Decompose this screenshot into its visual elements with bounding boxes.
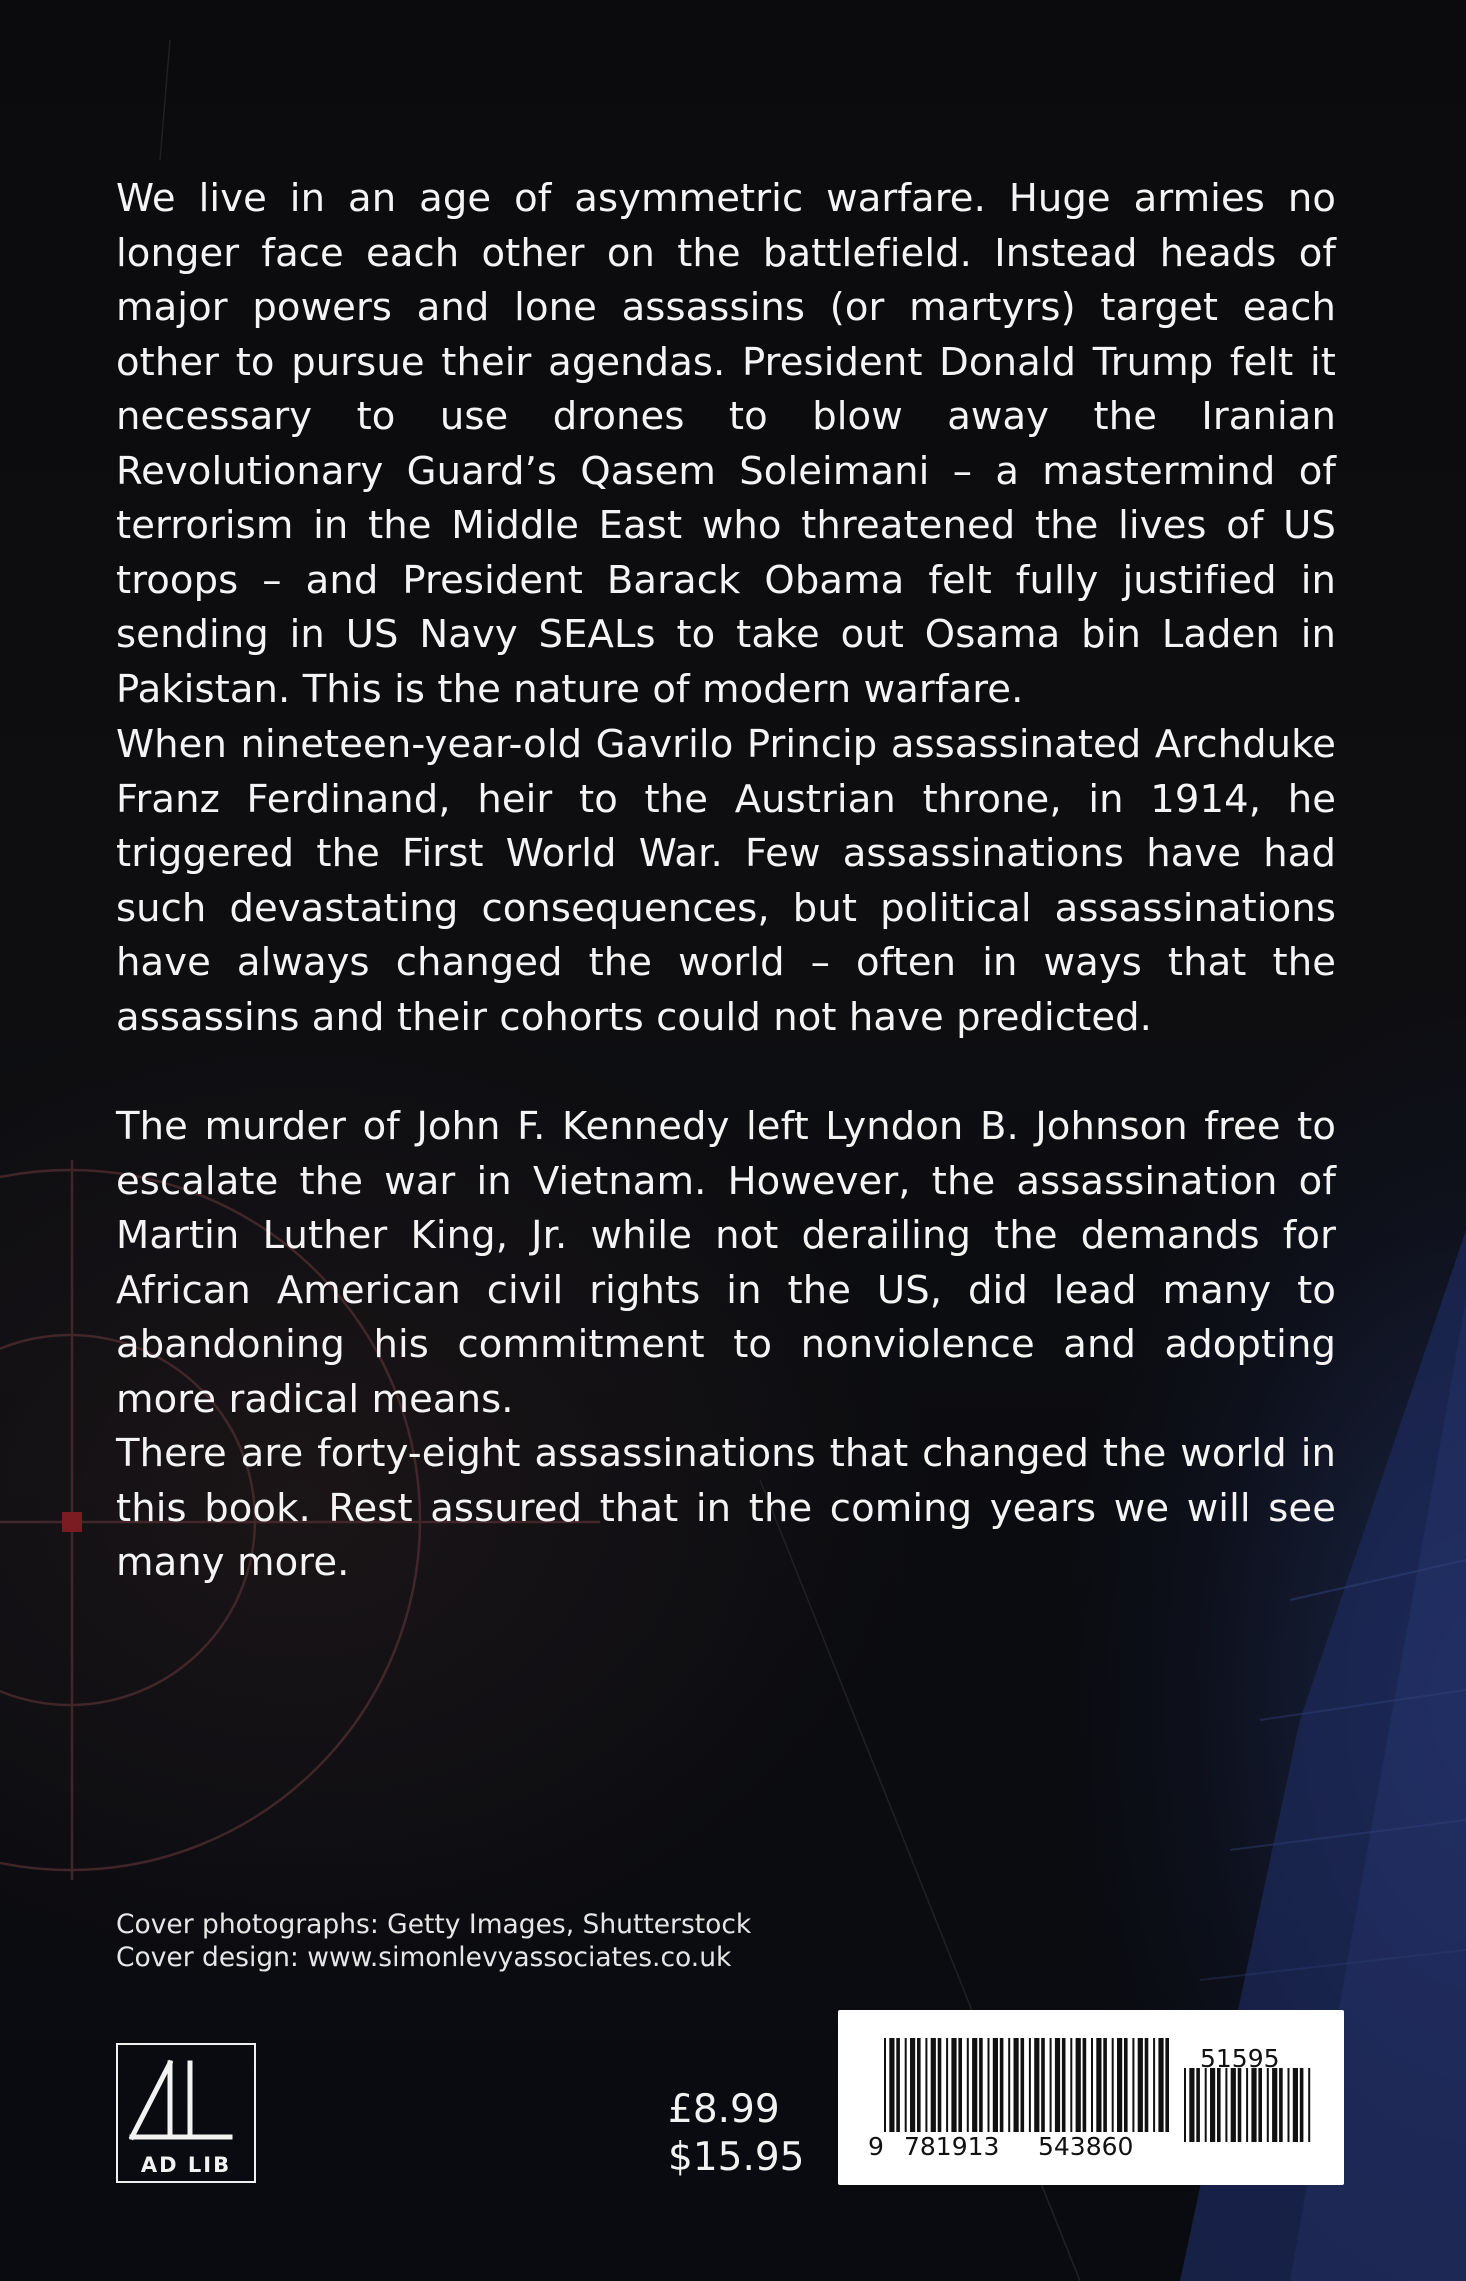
barcode-bar bbox=[1124, 2038, 1128, 2132]
barcode-bar bbox=[1138, 2038, 1143, 2132]
barcode-bar bbox=[1112, 2038, 1114, 2132]
barcode-bar bbox=[979, 2038, 983, 2132]
price-gbp: £8.99 bbox=[668, 2087, 780, 2132]
barcode-bar bbox=[1117, 2038, 1122, 2132]
barcode-bar bbox=[1308, 2068, 1310, 2142]
barcode-bar bbox=[1217, 2068, 1221, 2142]
barcode-bar bbox=[910, 2038, 915, 2132]
barcode-bar bbox=[1267, 2068, 1269, 2142]
barcode-bar bbox=[917, 2038, 921, 2132]
barcode-bar bbox=[993, 2038, 998, 2132]
barcode-bar bbox=[967, 2038, 969, 2132]
barcode-bar bbox=[884, 2038, 886, 2132]
barcode-bar bbox=[1050, 2038, 1052, 2132]
barcode-bar bbox=[1288, 2068, 1290, 2142]
barcode-bar bbox=[1293, 2068, 1298, 2142]
barcode-bar bbox=[1091, 2038, 1093, 2132]
barcode-bar bbox=[1029, 2038, 1031, 2132]
barcode-bar bbox=[1205, 2068, 1207, 2142]
publisher-name: AD LIB bbox=[140, 2153, 232, 2177]
barcode-bar bbox=[1246, 2068, 1248, 2142]
barcode-bar bbox=[1000, 2038, 1004, 2132]
barcode-bar bbox=[1225, 2068, 1227, 2142]
barcode-bar bbox=[1132, 2038, 1134, 2132]
blurb-paragraph-4: There are forty-eight assassinations that changed the world in this book. Rest assured that in the coming years we will see many more. bbox=[116, 1431, 1336, 1585]
barcode-bar bbox=[1231, 2068, 1236, 2142]
barcode-bar bbox=[1251, 2068, 1256, 2142]
barcode-bar bbox=[1189, 2068, 1194, 2142]
barcode-bar bbox=[1210, 2068, 1215, 2142]
crosshair-marker bbox=[62, 1512, 82, 1532]
barcode-bar bbox=[1103, 2038, 1107, 2132]
barcode-bar bbox=[889, 2038, 894, 2132]
barcode-bar bbox=[988, 2038, 990, 2132]
barcode-bar bbox=[1096, 2038, 1101, 2132]
barcode-bar bbox=[1070, 2038, 1072, 2132]
barcode-bar bbox=[896, 2038, 900, 2132]
barcode-bar bbox=[972, 2038, 977, 2132]
barcode-addon-digits: 51595 bbox=[1200, 2044, 1280, 2073]
barcode-right-digits: 543860 bbox=[1038, 2132, 1134, 2161]
design-credit: Cover design: www.simonlevyassociates.co.uk bbox=[116, 1942, 732, 1973]
barcode-bar bbox=[958, 2038, 962, 2132]
barcode-lead-digit: 9 bbox=[868, 2132, 884, 2161]
price-usd: $15.95 bbox=[668, 2135, 805, 2180]
barcode-bar bbox=[931, 2038, 936, 2132]
blurb-paragraph-3: The murder of John F. Kennedy left Lyndon B. Johnson free to escalate the war in Vietnam. However, the assassination of Martin Luther King, Jr. while not derailing the demands for African American civil rights in the US, did lead many to abandoning his commitment to nonviolence and adopting more radical means. bbox=[116, 1104, 1336, 1422]
barcode-bar bbox=[1258, 2068, 1262, 2142]
barcode-bar bbox=[1272, 2068, 1277, 2142]
barcode-bar bbox=[1062, 2038, 1066, 2132]
barcode-bar bbox=[1153, 2038, 1155, 2132]
barcode-bar bbox=[1014, 2038, 1019, 2132]
barcode-bar bbox=[938, 2038, 942, 2132]
barcode-bar bbox=[1034, 2038, 1039, 2132]
cover-credits bbox=[116, 1908, 751, 1974]
blurb-paragraph-2: When nineteen-year-old Gavrilo Princip assassinated Archduke Franz Ferdinand, heir to the Austrian throne, in 1914, he triggered the First World War. Few assassinations have had such devastating consequences, but political assassinations have always changed the world – often in ways that the assassins and their cohorts could not have predicted. bbox=[116, 722, 1336, 1040]
barcode-bar bbox=[1300, 2068, 1304, 2142]
photo-credit: Cover photographs: Getty Images, Shutterstock bbox=[116, 1909, 752, 1940]
barcode-bar bbox=[1158, 2038, 1163, 2132]
barcode-bar bbox=[951, 2038, 956, 2132]
barcode-bar bbox=[1055, 2038, 1060, 2132]
barcode-bar bbox=[1076, 2038, 1081, 2132]
isbn-barcode bbox=[838, 2010, 1344, 2185]
blurb-paragraph-1: We live in an age of asymmetric warfare. Huge armies no longer face each other on the battlefield. Instead heads of major powers and lone assassins (or martyrs) target each other to pursue their agendas. President Donald Trump felt it necessary to use drones to blow away the Iranian Revolutionary Guard’s Qasem Soleimani – a mastermind of terrorism in the Middle East who threatened the lives of US troops – and President Barack Obama felt fully justified in sending in US Navy SEALs to take out Osama bin Laden in Pakistan. This is the nature of modern warfare. bbox=[116, 176, 1336, 712]
barcode-bar bbox=[1165, 2038, 1169, 2132]
barcode-bar bbox=[1238, 2068, 1242, 2142]
barcode-left-digits: 781913 bbox=[904, 2132, 1000, 2161]
barcode-bar bbox=[1196, 2068, 1200, 2142]
barcode-bar bbox=[1279, 2068, 1283, 2142]
price-block bbox=[668, 2086, 804, 2182]
barcode-bar bbox=[1083, 2038, 1087, 2132]
barcode-bar bbox=[1021, 2038, 1025, 2132]
publisher-logo bbox=[116, 2043, 256, 2183]
barcode-bar bbox=[925, 2038, 927, 2132]
barcode-bar bbox=[946, 2038, 948, 2132]
barcode-bar bbox=[1008, 2038, 1010, 2132]
barcode-bar bbox=[1041, 2038, 1045, 2132]
barcode-bar bbox=[1184, 2068, 1186, 2142]
barcode-bar bbox=[905, 2038, 907, 2132]
barcode-bar bbox=[1145, 2038, 1149, 2132]
